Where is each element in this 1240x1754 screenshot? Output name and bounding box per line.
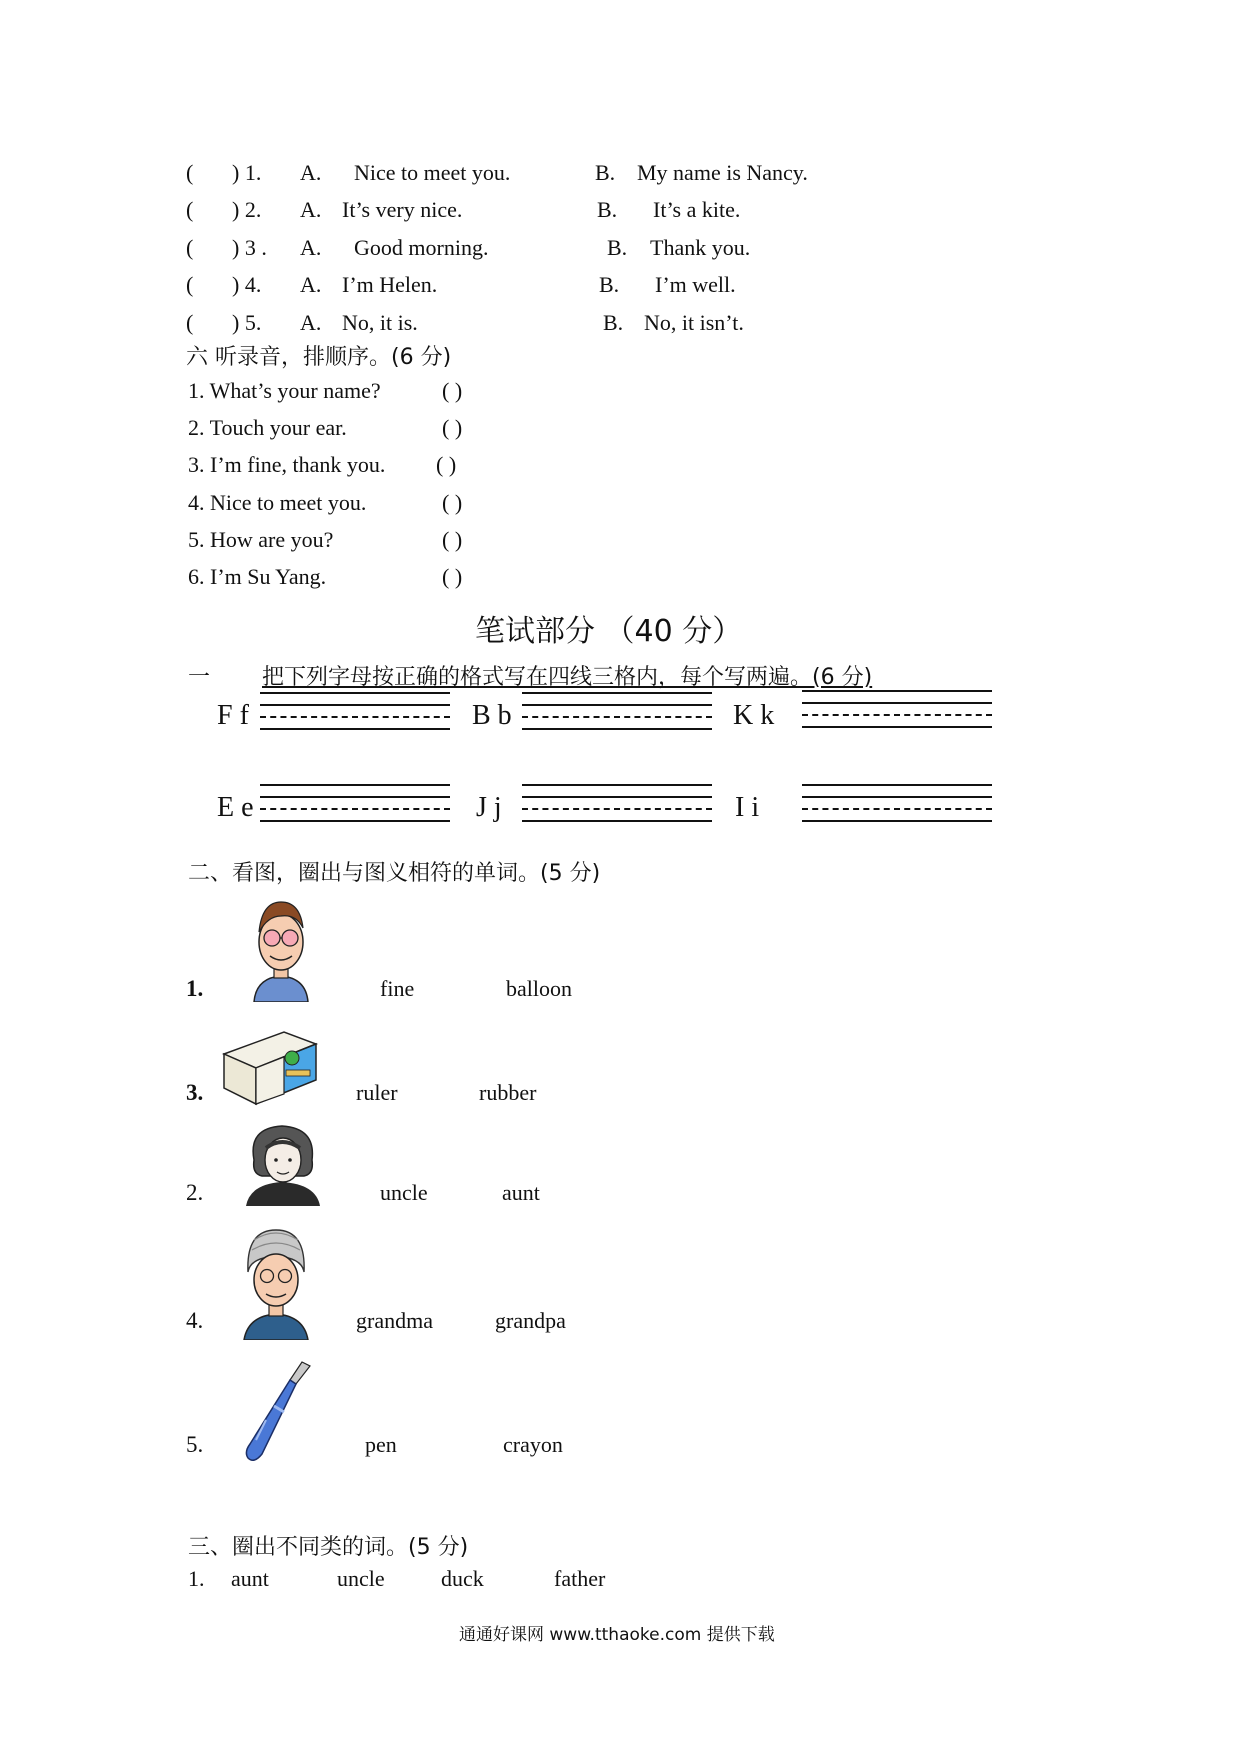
word-choice[interactable]: father [554, 1566, 606, 1591]
letter-pair: E e [217, 792, 254, 823]
man-with-glasses-icon [250, 892, 312, 1002]
option-a-label: A. [300, 160, 322, 185]
letter-pair: I i [735, 792, 760, 823]
item-number: 3. [186, 1080, 204, 1105]
letter-pair: B b [472, 700, 512, 731]
option-b-label: B. [599, 272, 620, 297]
ordering-item: 4. Nice to meet you. [188, 490, 367, 515]
option-a-text: It’s very nice. [342, 197, 463, 222]
option-b-text: I’m well. [655, 272, 736, 297]
four-line-grid[interactable] [522, 784, 712, 824]
ordering-blank: ( ) [442, 415, 463, 440]
answer-paren-open: ( [186, 235, 194, 260]
four-line-grid[interactable] [260, 692, 450, 732]
fountain-pen-icon [244, 1360, 314, 1464]
four-line-grid[interactable] [802, 784, 992, 824]
option-b-text: Thank you. [650, 235, 751, 260]
grandma-icon [240, 1228, 312, 1340]
ordering-item: 2. Touch your ear. [188, 415, 347, 440]
item-number: ) 1. [232, 160, 262, 185]
option-b-text: It’s a kite. [653, 197, 741, 222]
letter-pair: F f [217, 700, 249, 731]
item-number: ) 3 . [232, 235, 267, 260]
item-number: 5. [186, 1432, 204, 1457]
option-b-label: B. [607, 235, 628, 260]
ordering-item: 6. I’m Su Yang. [188, 564, 327, 589]
ordering-blank: ( ) [442, 378, 463, 403]
word-choice[interactable]: aunt [231, 1566, 269, 1591]
option-a-label: A. [300, 310, 322, 335]
letter-pair: K k [733, 700, 775, 731]
word-choice[interactable]: grandma [356, 1308, 433, 1333]
option-a-label: A. [300, 197, 322, 222]
ordering-item: 5. How are you? [188, 527, 334, 552]
option-b-label: B. [595, 160, 616, 185]
section-six-title: 六 听录音，排顺序。(6 分) [186, 345, 452, 370]
word-choice[interactable]: grandpa [495, 1308, 566, 1333]
written-part-heading: 笔试部分 （40 分） [475, 614, 743, 649]
option-a-text: Nice to meet you. [354, 160, 511, 185]
option-a-label: A. [300, 235, 322, 260]
ordering-blank: ( ) [436, 452, 457, 477]
four-line-grid[interactable] [802, 690, 992, 730]
option-a-label: A. [300, 272, 322, 297]
ordering-item: 1. What’s your name? [188, 378, 381, 403]
word-choice[interactable]: balloon [506, 976, 572, 1001]
word-choice[interactable]: duck [441, 1566, 484, 1591]
four-line-grid[interactable] [260, 784, 450, 824]
ordering-blank: ( ) [442, 490, 463, 515]
word-choice[interactable]: uncle [380, 1180, 428, 1205]
ordering-blank: ( ) [442, 564, 463, 589]
item-number: 4. [186, 1308, 204, 1333]
part-one-number: 一 [188, 665, 211, 690]
four-line-grid[interactable] [522, 692, 712, 732]
letter-pair: J j [476, 792, 502, 823]
answer-paren-open: ( [186, 272, 194, 297]
word-choice[interactable]: rubber [479, 1080, 537, 1105]
answer-paren-open: ( [186, 310, 194, 335]
ordering-item: 3. I’m fine, thank you. [188, 452, 386, 477]
word-choice[interactable]: crayon [503, 1432, 563, 1457]
option-a-text: I’m Helen. [342, 272, 438, 297]
item-number: 1. [188, 1566, 205, 1591]
part-two-title: 二、看图，圈出与图义相符的单词。(5 分) [188, 861, 601, 886]
word-choice[interactable]: pen [365, 1432, 397, 1457]
item-number: 2. [186, 1180, 204, 1205]
item-number: ) 4. [232, 272, 262, 297]
part-three-title: 三、圈出不同类的词。(5 分) [188, 1535, 469, 1560]
footer-credit: 通通好课网 www.tthaoke.com 提供下载 [459, 1625, 775, 1645]
option-b-text: My name is Nancy. [637, 160, 808, 185]
item-number: ) 2. [232, 197, 262, 222]
item-number: 1. [186, 976, 204, 1001]
option-a-text: No, it is. [342, 310, 418, 335]
part-one-title: 把下列字母按正确的格式写在四线三格内，每个写两遍。(6 分) [262, 665, 873, 690]
word-choice[interactable]: fine [380, 976, 415, 1001]
eraser-icon [220, 1030, 320, 1108]
answer-paren-open: ( [186, 160, 194, 185]
ordering-blank: ( ) [442, 527, 463, 552]
word-choice[interactable]: uncle [337, 1566, 385, 1591]
word-choice[interactable]: ruler [356, 1080, 398, 1105]
item-number: ) 5. [232, 310, 262, 335]
woman-icon [232, 1124, 334, 1206]
word-choice[interactable]: aunt [502, 1180, 540, 1205]
option-a-text: Good morning. [354, 235, 489, 260]
option-b-text: No, it isn’t. [644, 310, 744, 335]
answer-paren-open: ( [186, 197, 194, 222]
option-b-label: B. [597, 197, 618, 222]
option-b-label: B. [603, 310, 624, 335]
